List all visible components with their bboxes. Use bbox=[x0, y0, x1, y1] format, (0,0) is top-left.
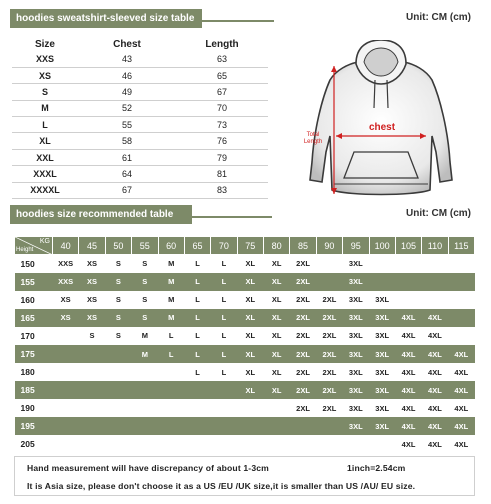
recommended-size-cell: 3XL bbox=[343, 417, 369, 435]
recommended-size-cell bbox=[79, 363, 105, 381]
recommended-size-cell: M bbox=[141, 331, 148, 341]
recommended-size-cell bbox=[369, 273, 395, 291]
recommended-size-cell: XL bbox=[264, 381, 290, 399]
size-table-body bbox=[12, 51, 268, 199]
height-label: Height bbox=[16, 247, 34, 253]
recommended-size-cell bbox=[158, 435, 184, 453]
recommended-table-body bbox=[15, 255, 475, 454]
size-table-row bbox=[12, 133, 268, 149]
recommended-size-cell bbox=[369, 435, 395, 453]
recommended-size-cell: XL bbox=[237, 345, 263, 363]
recommended-size-cell: L bbox=[221, 259, 227, 269]
chest-cell: 58 bbox=[78, 133, 176, 149]
recommended-size-cell bbox=[132, 417, 158, 435]
recommended-size-cell bbox=[316, 435, 342, 453]
recommended-row bbox=[15, 399, 475, 417]
recommended-size-cell: 2XL bbox=[316, 345, 342, 363]
size-table-row bbox=[12, 84, 268, 100]
note-line-1 bbox=[27, 459, 474, 477]
recommended-size-cell bbox=[448, 291, 474, 309]
recommended-size-cell bbox=[316, 417, 342, 435]
recommended-size-cell: 3XL bbox=[369, 381, 395, 399]
size-table-header-row bbox=[12, 38, 268, 51]
recommended-table-title: hoodies size recommended table bbox=[10, 205, 192, 224]
recommended-size-cell bbox=[105, 345, 131, 363]
recommended-size-cell: 3XL bbox=[348, 295, 363, 305]
recommended-size-cell: 4XL bbox=[454, 403, 469, 413]
recommended-size-cell bbox=[53, 435, 79, 453]
size-table-title: hoodies sweatshirt-sleeved size table bbox=[10, 9, 202, 28]
recommended-size-cell bbox=[422, 273, 448, 291]
recommended-size-cell: XL bbox=[245, 259, 256, 269]
recommended-size-cell: 4XL bbox=[428, 403, 442, 413]
weight-header-row bbox=[15, 237, 475, 255]
recommended-size-cell bbox=[79, 417, 105, 435]
recommended-size-cell: 4XL bbox=[395, 345, 421, 363]
recommended-size-cell: 2XL bbox=[316, 381, 342, 399]
recommended-size-cell: 4XL bbox=[422, 309, 448, 327]
recommended-size-cell bbox=[158, 363, 184, 381]
recommended-size-cell: L bbox=[184, 309, 210, 327]
weight-header-cell: 55 bbox=[132, 237, 158, 255]
recommended-size-cell bbox=[316, 255, 342, 273]
recommended-size-cell bbox=[422, 291, 448, 309]
recommended-size-cell: S bbox=[115, 331, 121, 341]
recommended-row bbox=[15, 363, 475, 381]
recommended-size-cell: 4XL bbox=[395, 381, 421, 399]
recommended-size-cell: 2XL bbox=[296, 403, 310, 413]
chest-column-header: Chest bbox=[113, 39, 141, 50]
recommended-size-cell bbox=[53, 399, 79, 417]
size-table bbox=[12, 38, 268, 199]
chest-cell: 64 bbox=[78, 166, 176, 182]
recommended-size-cell bbox=[53, 345, 79, 363]
recommended-row bbox=[15, 345, 475, 363]
recommended-size-cell: 3XL bbox=[348, 403, 363, 413]
recommended-size-cell bbox=[237, 417, 263, 435]
recommended-size-cell bbox=[158, 399, 184, 417]
length-cell: 81 bbox=[176, 166, 268, 182]
hoodie-illustration bbox=[296, 40, 466, 206]
recommended-size-cell: 3XL bbox=[369, 345, 395, 363]
recommended-size-cell: M bbox=[132, 345, 158, 363]
note-line-2: It is Asia size, please don't choose it as a US /EU /UK size,it is smaller than US /AU/ EU size. bbox=[27, 481, 416, 491]
recommended-size-cell bbox=[448, 273, 474, 291]
recommended-size-cell bbox=[422, 255, 448, 273]
weight-header-cell: 50 bbox=[105, 237, 131, 255]
recommended-row bbox=[15, 417, 475, 435]
recommended-size-cell: L bbox=[158, 345, 184, 363]
length-cell: 73 bbox=[176, 117, 268, 133]
recommended-table-unit: Unit: CM (cm) bbox=[406, 208, 471, 219]
recommended-size-cell: L bbox=[221, 295, 227, 305]
recommended-size-cell: XL bbox=[245, 331, 256, 341]
recommended-size-cell: 3XL bbox=[348, 259, 363, 269]
recommended-size-cell bbox=[264, 417, 290, 435]
recommended-size-cell: 4XL bbox=[422, 417, 448, 435]
recommended-size-cell: 2XL bbox=[322, 367, 337, 377]
size-cell: XXS bbox=[12, 51, 78, 67]
size-column-header: Size bbox=[34, 39, 55, 50]
recommended-size-cell bbox=[79, 345, 105, 363]
recommended-size-cell bbox=[395, 255, 421, 273]
recommended-size-cell: 3XL bbox=[375, 295, 390, 305]
recommended-size-cell: L bbox=[195, 295, 200, 305]
recommended-size-cell: XL bbox=[237, 381, 263, 399]
height-cell: 150 bbox=[20, 258, 35, 269]
recommended-size-cell: S bbox=[105, 309, 131, 327]
recommended-size-cell: XL bbox=[271, 259, 282, 269]
recommended-size-cell: L bbox=[211, 309, 237, 327]
height-cell: 160 bbox=[20, 294, 35, 305]
recommended-size-cell bbox=[132, 399, 158, 417]
recommended-size-cell: 3XL bbox=[348, 331, 363, 341]
recommended-size-cell: XL bbox=[264, 309, 290, 327]
weight-header-cell: 85 bbox=[290, 237, 316, 255]
recommended-size-cell bbox=[53, 363, 79, 381]
size-table-title-rule bbox=[202, 20, 274, 22]
recommended-size-cell: S bbox=[115, 259, 121, 269]
recommended-size-cell: 2XL bbox=[296, 367, 310, 377]
recommended-size-cell bbox=[53, 327, 79, 345]
recommended-size-cell bbox=[184, 417, 210, 435]
size-cell: L bbox=[12, 117, 78, 133]
recommended-size-cell bbox=[290, 417, 316, 435]
chest-cell: 61 bbox=[78, 149, 176, 165]
weight-header-cell: 105 bbox=[395, 237, 421, 255]
recommended-size-cell bbox=[211, 417, 237, 435]
recommended-size-cell: XL bbox=[271, 331, 282, 341]
recommended-size-cell bbox=[79, 399, 105, 417]
recommended-size-cell: 2XL bbox=[322, 331, 337, 341]
recommended-size-cell: S bbox=[105, 273, 131, 291]
recommended-size-cell: XL bbox=[271, 295, 282, 305]
size-table-row bbox=[12, 166, 268, 182]
recommended-size-cell: L bbox=[184, 273, 210, 291]
size-table-row bbox=[12, 67, 268, 83]
recommended-size-cell: 3XL bbox=[369, 309, 395, 327]
recommended-size-cell: 3XL bbox=[343, 309, 369, 327]
recommended-size-cell bbox=[264, 435, 290, 453]
recommended-table-title-rule bbox=[192, 216, 272, 218]
recommended-row bbox=[15, 309, 475, 327]
recommended-size-cell: XS bbox=[53, 309, 79, 327]
recommended-size-cell: XL bbox=[237, 309, 263, 327]
height-cell: 205 bbox=[20, 439, 35, 450]
recommended-size-cell: M bbox=[158, 309, 184, 327]
weight-header-cell: 75 bbox=[237, 237, 263, 255]
recommended-size-cell bbox=[184, 435, 210, 453]
recommended-size-cell bbox=[211, 399, 237, 417]
weight-header-cell: 40 bbox=[53, 237, 79, 255]
recommended-size-cell: 2XL bbox=[322, 295, 337, 305]
height-cell: 195 bbox=[15, 417, 53, 435]
recommended-size-cell: 4XL bbox=[428, 367, 442, 377]
chest-cell: 43 bbox=[78, 51, 176, 67]
size-cell: M bbox=[12, 100, 78, 116]
recommended-size-cell: S bbox=[142, 295, 148, 305]
recommended-size-cell: 2XL bbox=[290, 309, 316, 327]
recommended-size-cell: 4XL bbox=[454, 439, 469, 449]
weight-header-cell: 110 bbox=[422, 237, 448, 255]
weight-header-cell: 95 bbox=[343, 237, 369, 255]
recommended-size-cell bbox=[79, 381, 105, 399]
length-cell: 63 bbox=[176, 51, 268, 67]
recommended-size-cell: XL bbox=[245, 367, 256, 377]
recommended-size-cell: 2XL bbox=[290, 345, 316, 363]
height-cell: 190 bbox=[20, 403, 35, 414]
recommended-size-cell: 2XL bbox=[322, 403, 337, 413]
recommended-size-cell: L bbox=[211, 273, 237, 291]
recommended-size-cell: XS bbox=[79, 309, 105, 327]
recommended-size-cell bbox=[237, 435, 263, 453]
recommended-size-cell: 2XL bbox=[296, 295, 310, 305]
recommended-size-cell: 3XL bbox=[343, 273, 369, 291]
recommended-size-cell: XS bbox=[79, 273, 105, 291]
size-table-unit: Unit: CM (cm) bbox=[406, 12, 471, 23]
recommended-size-cell bbox=[316, 273, 342, 291]
length-cell: 67 bbox=[176, 84, 268, 100]
size-cell: XS bbox=[12, 67, 78, 83]
total-length-label-2: Length bbox=[303, 139, 323, 145]
inch-conversion-text: 1inch=2.54cm bbox=[347, 463, 406, 473]
recommended-size-cell bbox=[132, 381, 158, 399]
recommended-size-table bbox=[14, 236, 475, 454]
recommended-size-cell bbox=[369, 255, 395, 273]
recommended-size-cell: 4XL bbox=[401, 439, 416, 449]
length-cell: 83 bbox=[176, 182, 268, 198]
recommended-size-cell: 4XL bbox=[448, 417, 474, 435]
weight-header-cell: 60 bbox=[158, 237, 184, 255]
recommended-size-cell: 2XL bbox=[290, 273, 316, 291]
recommended-size-cell: S bbox=[115, 295, 121, 305]
recommended-size-cell: S bbox=[142, 259, 148, 269]
recommended-size-cell: L bbox=[211, 345, 237, 363]
recommended-size-cell: 3XL bbox=[369, 417, 395, 435]
recommended-size-cell: L bbox=[195, 259, 200, 269]
recommended-size-cell bbox=[158, 417, 184, 435]
recommended-size-cell: L bbox=[195, 367, 200, 377]
size-cell: XL bbox=[12, 133, 78, 149]
recommended-size-cell: 4XL bbox=[448, 345, 474, 363]
recommended-size-cell bbox=[105, 363, 131, 381]
chest-label: chest bbox=[368, 122, 396, 133]
recommended-size-cell: 4XL bbox=[428, 331, 442, 341]
size-table-row bbox=[12, 182, 268, 198]
recommended-size-cell bbox=[237, 399, 263, 417]
recommended-size-cell bbox=[184, 381, 210, 399]
length-cell: 70 bbox=[176, 100, 268, 116]
recommended-size-cell: M bbox=[168, 295, 175, 305]
recommended-size-cell: 3XL bbox=[348, 367, 363, 377]
recommended-size-cell: XL bbox=[237, 273, 263, 291]
chest-cell: 52 bbox=[78, 100, 176, 116]
weight-header-cell: 100 bbox=[369, 237, 395, 255]
length-column-header: Length bbox=[205, 39, 239, 50]
weight-header-cell: 65 bbox=[184, 237, 210, 255]
chest-cell: 67 bbox=[78, 182, 176, 198]
recommended-row bbox=[15, 273, 475, 291]
length-cell: 76 bbox=[176, 133, 268, 149]
recommended-size-cell: 4XL bbox=[401, 403, 416, 413]
recommended-size-cell: 2XL bbox=[316, 309, 342, 327]
recommended-size-cell: 4XL bbox=[422, 381, 448, 399]
recommended-size-cell bbox=[105, 435, 131, 453]
recommended-size-cell: 3XL bbox=[343, 345, 369, 363]
kg-label: KG bbox=[39, 238, 50, 245]
recommended-size-cell bbox=[132, 363, 158, 381]
recommended-size-cell bbox=[53, 417, 79, 435]
recommended-row bbox=[15, 435, 475, 453]
recommended-size-cell bbox=[53, 381, 79, 399]
chest-cell: 46 bbox=[78, 67, 176, 83]
recommended-size-cell: L bbox=[221, 367, 227, 377]
size-cell: S bbox=[12, 84, 78, 100]
recommended-size-cell: XXS bbox=[53, 273, 79, 291]
recommended-size-cell: XS bbox=[87, 259, 98, 269]
recommended-size-cell: 4XL bbox=[422, 345, 448, 363]
size-table-row bbox=[12, 117, 268, 133]
recommended-size-cell: XL bbox=[271, 367, 282, 377]
recommended-size-cell: 4XL bbox=[454, 367, 469, 377]
recommended-size-cell: S bbox=[132, 309, 158, 327]
size-table-row bbox=[12, 100, 268, 116]
size-cell: XXL bbox=[12, 149, 78, 165]
height-cell: 180 bbox=[20, 367, 35, 378]
recommended-size-cell bbox=[264, 399, 290, 417]
recommended-size-cell: 3XL bbox=[343, 381, 369, 399]
recommended-size-cell: XL bbox=[264, 273, 290, 291]
weight-header-cell: 115 bbox=[448, 237, 474, 255]
size-cell: XXXL bbox=[12, 166, 78, 182]
recommended-size-cell: 4XL bbox=[401, 367, 416, 377]
recommended-size-cell bbox=[211, 381, 237, 399]
recommended-size-cell: M bbox=[168, 259, 175, 269]
discrepancy-text: Hand measurement will have discrepancy of about 1-3cm bbox=[27, 463, 269, 473]
height-cell: 175 bbox=[15, 345, 53, 363]
recommended-size-cell bbox=[448, 255, 474, 273]
recommended-size-cell bbox=[395, 291, 421, 309]
recommended-size-cell: L bbox=[221, 331, 227, 341]
recommended-size-cell: XL bbox=[245, 295, 256, 305]
recommended-size-cell: 4XL bbox=[395, 417, 421, 435]
recommended-size-cell: 3XL bbox=[375, 331, 390, 341]
recommended-size-cell: XL bbox=[264, 345, 290, 363]
recommended-size-cell: L bbox=[184, 345, 210, 363]
recommended-size-cell bbox=[105, 417, 131, 435]
recommended-size-cell: 4XL bbox=[448, 381, 474, 399]
recommended-row bbox=[15, 381, 475, 399]
length-cell: 79 bbox=[176, 149, 268, 165]
recommended-size-cell: 4XL bbox=[428, 439, 442, 449]
height-cell: 185 bbox=[15, 381, 53, 399]
recommended-size-cell: S bbox=[132, 273, 158, 291]
height-cell: 155 bbox=[15, 273, 53, 291]
recommended-size-cell bbox=[343, 435, 369, 453]
recommended-size-cell: 3XL bbox=[375, 403, 390, 413]
recommended-size-cell bbox=[290, 435, 316, 453]
recommended-size-cell: M bbox=[158, 273, 184, 291]
weight-header-cell: 90 bbox=[316, 237, 342, 255]
height-weight-corner bbox=[15, 237, 53, 255]
recommended-row bbox=[15, 255, 475, 273]
recommended-size-cell: 4XL bbox=[401, 331, 416, 341]
height-cell: 170 bbox=[20, 330, 35, 341]
weight-header-cell: 70 bbox=[211, 237, 237, 255]
recommended-size-cell bbox=[184, 399, 210, 417]
recommended-size-cell bbox=[105, 399, 131, 417]
recommended-size-cell bbox=[79, 435, 105, 453]
recommended-size-cell: 4XL bbox=[395, 309, 421, 327]
recommended-size-cell: XS bbox=[87, 295, 98, 305]
length-cell: 65 bbox=[176, 67, 268, 83]
recommended-size-cell: S bbox=[89, 331, 95, 341]
recommended-size-cell: 2XL bbox=[296, 331, 310, 341]
recommended-row bbox=[15, 327, 475, 345]
recommended-size-cell: L bbox=[168, 331, 174, 341]
recommended-size-cell bbox=[448, 309, 474, 327]
size-table-row bbox=[12, 51, 268, 67]
size-cell: XXXXL bbox=[12, 182, 78, 198]
recommended-size-cell: 2XL bbox=[296, 259, 310, 269]
recommended-size-cell bbox=[105, 381, 131, 399]
weight-header-cell: 45 bbox=[79, 237, 105, 255]
recommended-size-cell: 2XL bbox=[290, 381, 316, 399]
recommended-row bbox=[15, 291, 475, 309]
recommended-size-cell bbox=[211, 435, 237, 453]
size-table-row bbox=[12, 149, 268, 165]
total-length-label-1: Total bbox=[306, 132, 320, 138]
recommended-size-cell bbox=[132, 435, 158, 453]
chest-cell: 49 bbox=[78, 84, 176, 100]
weight-header-cell: 80 bbox=[264, 237, 290, 255]
recommended-size-cell: L bbox=[195, 331, 200, 341]
recommended-size-cell bbox=[395, 273, 421, 291]
height-cell: 165 bbox=[15, 309, 53, 327]
chest-cell: 55 bbox=[78, 117, 176, 133]
measurement-note bbox=[14, 456, 475, 496]
recommended-size-cell: XXS bbox=[58, 259, 74, 269]
recommended-size-cell bbox=[448, 327, 474, 345]
recommended-size-cell: XS bbox=[60, 295, 71, 305]
recommended-size-cell: 3XL bbox=[375, 367, 390, 377]
recommended-size-cell bbox=[158, 381, 184, 399]
